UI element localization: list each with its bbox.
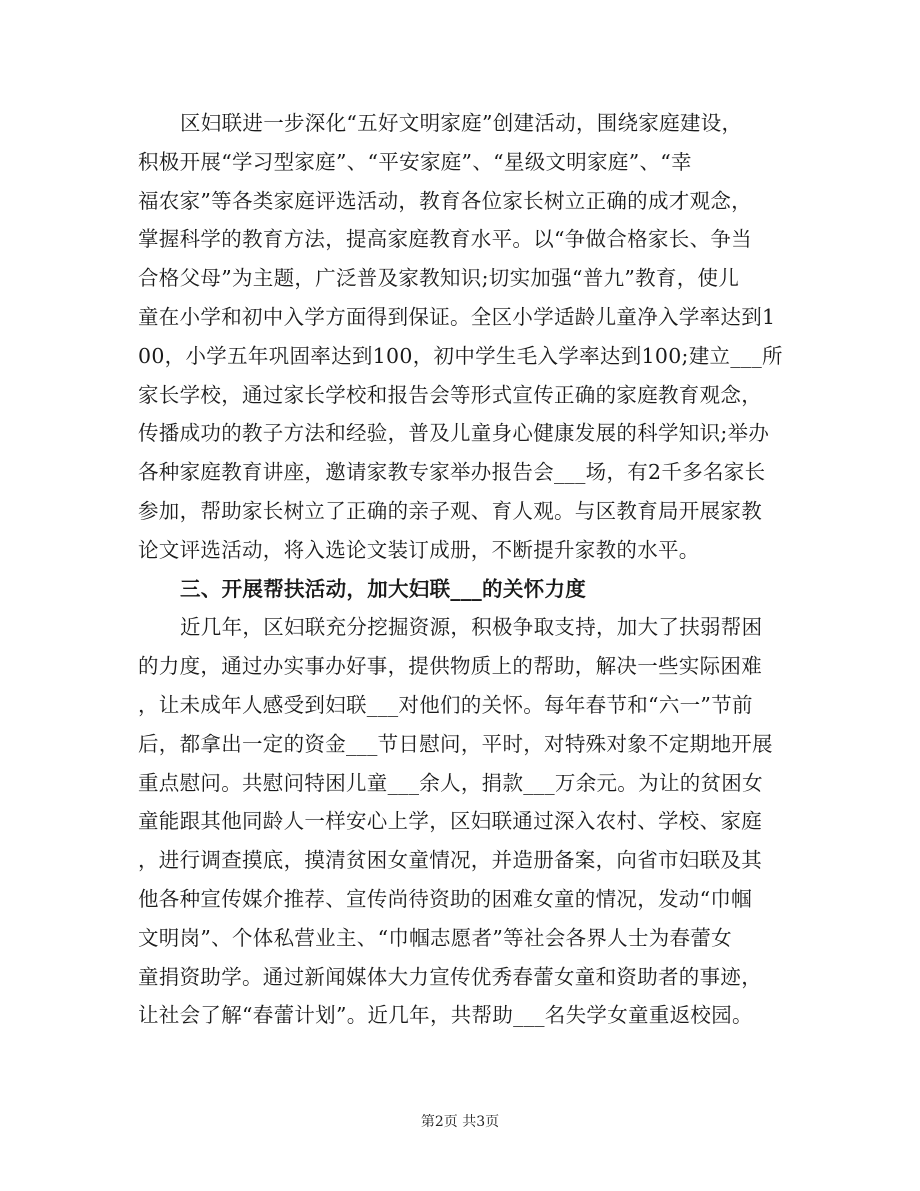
text-line-10: 各种家庭教育讲座，邀请家教专家举办报告会___场，有2千多名家长 (138, 460, 766, 485)
page-number: 第2页 共3页 (420, 1114, 500, 1130)
page-footer (0, 1111, 920, 1131)
text-line-20: ，进行调查摸底，摸清贫困女童情况，并造册备案，向省市妇联及其 (138, 848, 762, 873)
text-line-21: 他各种宣传媒介推荐、宣传尚待资助的困难女童的情况，发动“巾帼 (138, 886, 752, 911)
document-body (138, 104, 786, 1035)
text-line-12: 论文评选活动，将入选论文装订成册，不断提升家教的水平。 (138, 537, 700, 562)
text-line-24: 让社会了解“春蕾计划”。近几年，共帮助___名失学女童重返校园。 (138, 1003, 753, 1028)
text-line-22: 文明岗”、个体私营业主、“巾帼志愿者”等社会各界人士为春蕾女 (138, 925, 732, 950)
text-line-23: 童捐资助学。通过新闻媒体大力宣传优秀春蕾女童和资助者的事迹， (138, 964, 762, 989)
text-line-11: 参加，帮助家长树立了正确的亲子观、育人观。与区教育局开展家教 (138, 498, 762, 523)
text-line-7: 00，小学五年巩固率达到100，初中学生毛入学率达到100;建立___所 (138, 343, 783, 368)
text-line-19: 童能跟其他同龄人一样安心上学，区妇联通过深入农村、学校、家庭 (138, 809, 762, 834)
text-line-4: 掌握科学的教育方法，提高家庭教育水平。以“争做合格家长、争当 (138, 227, 752, 252)
text-line-1: 区妇联进一步深化“五好文明家庭”创建活动，围绕家庭建设， (180, 111, 743, 135)
text-line-8: 家长学校，通过家长学校和报告会等形式宣传正确的家庭教育观念， (138, 382, 762, 407)
text-line-18: 重点慰问。共慰问特困儿童___余人，捐款___万余元。为让的贫困女 (138, 770, 763, 795)
text-line-16: ，让未成年人感受到妇联___对他们的关怀。每年春节和“六一”节前 (138, 692, 753, 717)
section-heading: 三、开展帮扶活动，加大妇联___的关怀力度 (180, 576, 587, 601)
text-line-14: 近几年，区妇联充分挖掘资源，积极争取支持，加大了扶弱帮困 (180, 615, 763, 640)
text-line-5: 合格父母”为主题，广泛普及家教知识;切实加强“普九”教育，使儿 (138, 266, 740, 291)
text-line-15: 的力度，通过办实事办好事，提供物质上的帮助，解决一些实际困难 (138, 654, 762, 679)
text-line-17: 后，都拿出一定的资金___节日慰问，平时，对特殊对象不定期地开展 (138, 731, 773, 756)
text-line-9: 传播成功的教子方法和经验，普及儿童身心健康发展的科学知识;举办 (138, 421, 770, 446)
text-line-2: 积极开展“学习型家庭”、“平安家庭”、“星级文明家庭”、“幸 (138, 149, 692, 174)
text-line-3: 福农家”等各类家庭评选活动，教育各位家长树立正确的成才观念， (138, 188, 752, 213)
text-line-6: 童在小学和初中入学方面得到保证。全区小学适龄儿童净入学率达到1 (138, 304, 776, 329)
